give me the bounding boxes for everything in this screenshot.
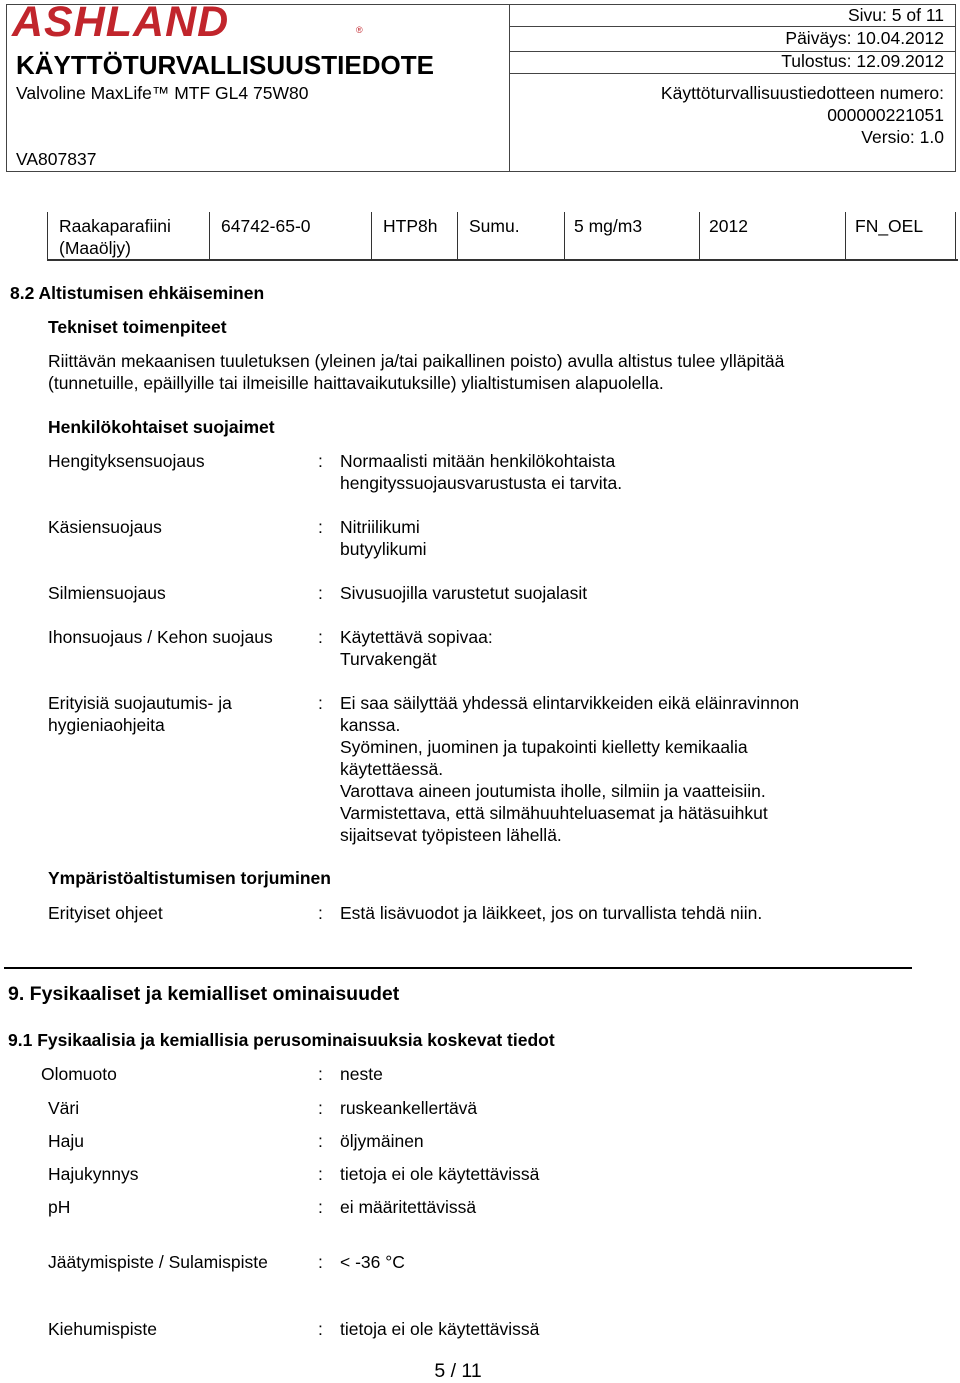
property-label: Erityisiä suojautumis- ja [48,693,232,713]
property-value: Estä lisävuodot ja läikkeet, jos on turvallista tehdä niin. [340,903,763,923]
separator: : [318,517,323,537]
property-label: Jäätymispiste / Sulamispiste [48,1252,268,1272]
property-label: pH [48,1197,71,1217]
table-cell-year: 2012 [709,216,748,236]
table-cell-type: HTP8h [383,216,438,236]
property-label: Väri [48,1098,80,1118]
separator: : [318,451,323,471]
separator: : [318,1098,323,1118]
sds-number-label: Käyttöturvallisuustiedotteen numero: [660,83,944,103]
property-value: Normaalisti mitään henkilökohtaista [340,451,616,471]
subsection-heading: 9.1 Fysikaalisia ja kemiallisia perusominaisuuksia koskevat tiedot [8,1030,555,1050]
property-label: Hajukynnys [48,1164,139,1184]
revision-date: Päiväys: 10.04.2012 [785,28,944,48]
property-value: tietoja ei ole käytettävissä [340,1319,540,1339]
table-cell-border [845,212,846,260]
property-label: Haju [48,1131,84,1151]
subsection-heading: Tekniset toimenpiteet [48,317,227,337]
separator: : [318,1164,323,1184]
property-value: tietoja ei ole käytettävissä [340,1164,540,1184]
separator: : [318,1197,323,1217]
header-divider [509,5,510,171]
ashland-logo: ASHLAND [12,0,230,46]
page-footer: 5 / 11 [434,1360,482,1382]
version: Versio: 1.0 [861,127,944,147]
property-value: < -36 °C [340,1252,405,1272]
property-label: Käsiensuojaus [48,517,162,537]
table-cell-border [955,212,956,260]
section-heading: 8.2 Altistumisen ehkäiseminen [10,283,265,303]
separator: : [318,1131,323,1151]
exposure-limits-table [47,212,958,260]
property-value: butyylikumi [340,539,427,559]
property-value: ruskeankellertävä [340,1098,478,1118]
separator: : [318,1319,323,1339]
property-label: Silmiensuojaus [48,583,166,603]
property-value: Käytettävä sopivaa: [340,627,493,647]
table-cell-source: FN_OEL [855,216,924,236]
property-value: Turvakengät [340,649,437,669]
separator: : [318,1064,323,1084]
table-cell-cas: 64742-65-0 [221,216,311,236]
property-value: hengityssuojausvarustusta ei tarvita. [340,473,623,493]
paragraph-line: Riittävän mekaanisen tuuletuksen (yleinen ja/tai paikallinen poisto) avulla altistus tulee ylläpitää [48,351,785,371]
property-label: hygieniaohjeita [48,715,165,735]
section-divider [4,967,912,969]
product-code: VA807837 [16,149,97,169]
property-label: Olomuoto [41,1064,117,1084]
sds-number: 000000221051 [827,105,944,125]
print-date: Tulostus: 12.09.2012 [781,51,944,71]
property-value: käytettäessä. [340,759,444,779]
paragraph-line: (tunnetuille, epäillyille tai ilmeisille haittavaikutuksille) ylialtistumisen alapuolella. [48,373,664,393]
section-heading: 9. Fysikaaliset ja kemialliset ominaisuudet [8,983,400,1005]
property-value: Ei saa säilyttää yhdessä elintarvikkeiden eikä eläinravinnon [340,693,800,713]
separator: : [318,627,323,647]
property-value: Sivusuojilla varustetut suojalasit [340,583,588,603]
property-value: ei määritettävissä [340,1197,477,1217]
table-cell-value: 5 mg/m3 [574,216,643,236]
table-cell-border [209,212,210,260]
separator: : [318,1252,323,1272]
table-cell-border [457,212,458,260]
table-cell-border [699,212,700,260]
table-cell-component: (Maaöljy) [59,238,131,258]
subsection-heading: Henkilökohtaiset suojaimet [48,417,275,437]
product-name: Valvoline MaxLife™ MTF GL4 75W80 [16,83,309,103]
separator: : [318,693,323,713]
property-label: Ihonsuojaus / Kehon suojaus [48,627,273,647]
document-title: KÄYTTÖTURVALLISUUSTIEDOTE [16,50,434,80]
property-label: Kiehumispiste [48,1319,157,1339]
table-bottom-border [47,259,958,261]
property-value: Varottava aineen joutumista iholle, silmiin ja vaatteisiin. [340,781,766,801]
table-cell-border [371,212,372,260]
table-cell-component: Raakaparafiini [59,216,171,236]
property-value: neste [340,1064,383,1084]
property-value: Syöminen, juominen ja tupakointi kielletty kemikaalia [340,737,748,757]
property-value: Varmistettava, että silmähuuhteluasemat ja hätäsuihkut [340,803,768,823]
registered-mark: ® [356,25,363,35]
property-label: Hengityksensuojaus [48,451,205,471]
property-value: öljymäinen [340,1131,424,1151]
property-value: sijaitsevat työpisteen lähellä. [340,825,562,845]
table-cell-border [564,212,565,260]
property-value: Nitriilikumi [340,517,420,537]
page-indicator: Sivu: 5 of 11 [848,5,944,25]
table-cell-border [47,212,48,260]
subsection-heading: Ympäristöaltistumisen torjuminen [48,868,331,888]
table-cell-form: Sumu. [469,216,520,236]
separator: : [318,903,323,923]
property-label: Erityiset ohjeet [48,903,163,923]
header-rule [509,73,955,74]
separator: : [318,583,323,603]
property-value: kanssa. [340,715,401,735]
